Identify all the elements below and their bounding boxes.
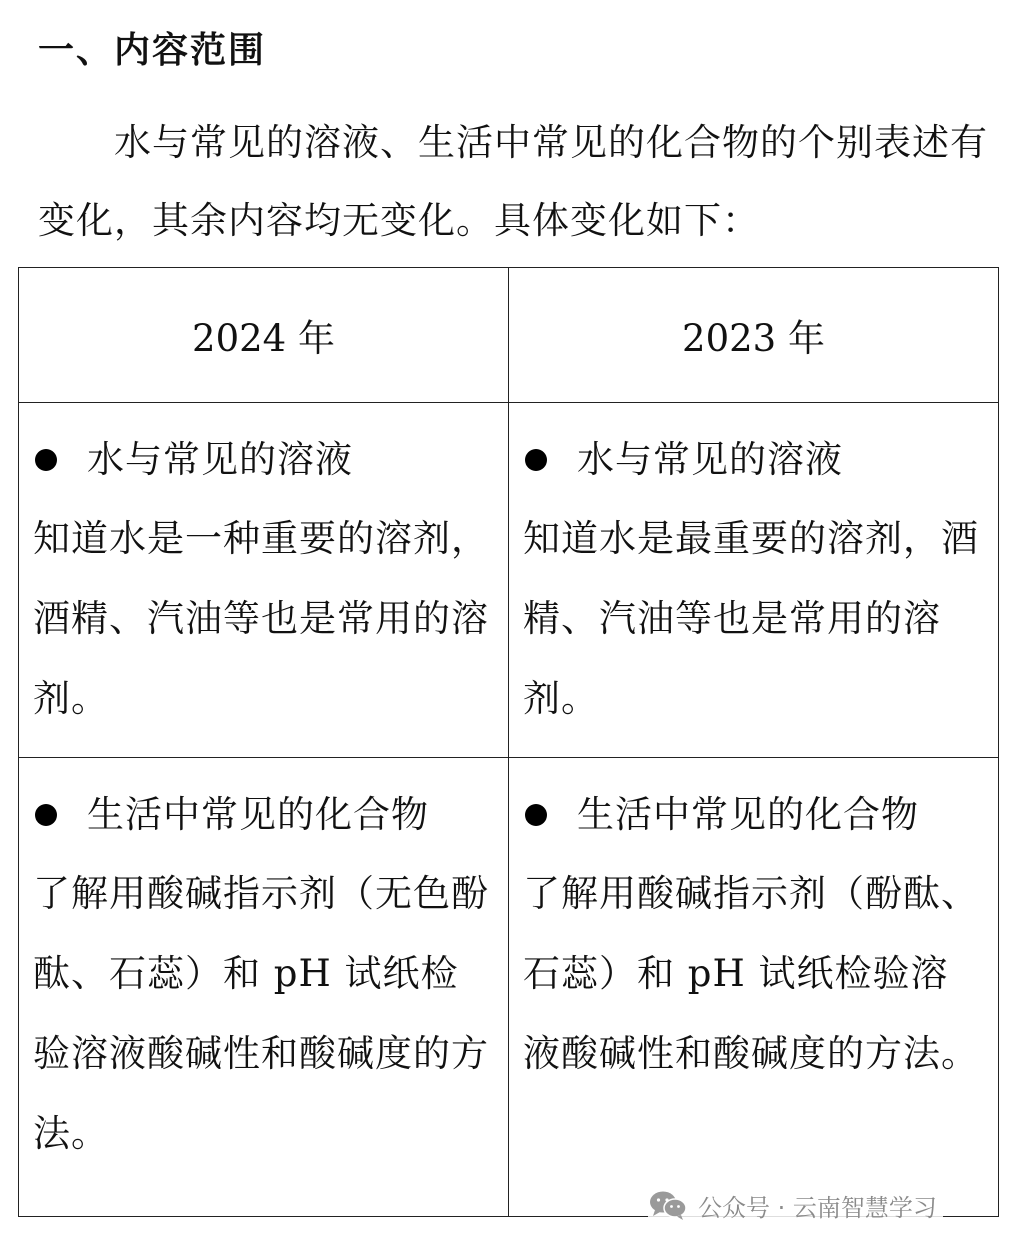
header-2023: 2023 年 [509, 268, 999, 403]
cell-2024-solution [19, 403, 509, 758]
watermark-text: 公众号 · 云南智慧学习 [698, 1193, 937, 1222]
wechat-icon [648, 1189, 688, 1221]
header-2024: 2024 年 [19, 268, 509, 403]
topic-label: 水与常见的溶液 [577, 438, 843, 481]
cell-text: 了解用酸碱指示剂（无色酚酞、石蕊）和 pH 试纸检验溶液酸碱性和酸碱度的方法。 [33, 872, 489, 1155]
watermark [648, 1180, 943, 1230]
comparison-table [18, 267, 999, 1217]
cell-text: 了解用酸碱指示剂（酚酞、石蕊）和 pH 试纸检验溶液酸碱性和酸碱度的方法。 [523, 872, 979, 1075]
cell-2023-solution [509, 403, 999, 758]
bullet-icon [35, 804, 57, 826]
intro-paragraph: 水与常见的溶液、生活中常见的化合物的个别表述有变化，其余内容均无变化。具体变化如下： [38, 121, 988, 242]
topic-label: 水与常见的溶液 [87, 438, 353, 481]
cell-text: 知道水是一种重要的溶剂，酒精、汽油等也是常用的溶剂。 [33, 517, 489, 720]
section-heading: 一、内容范围 [38, 29, 267, 71]
bullet-icon [525, 804, 547, 826]
topic-label: 生活中常见的化合物 [577, 793, 919, 836]
cell-text: 知道水是最重要的溶剂，酒精、汽油等也是常用的溶剂。 [523, 517, 979, 720]
table-header-row [19, 268, 999, 403]
bullet-icon [525, 449, 547, 471]
table-row [19, 403, 999, 758]
cell-2023-compounds [509, 758, 999, 1217]
cell-2024-compounds [19, 758, 509, 1217]
topic-label: 生活中常见的化合物 [87, 793, 429, 836]
bullet-icon [35, 449, 57, 471]
table-row [19, 758, 999, 1217]
